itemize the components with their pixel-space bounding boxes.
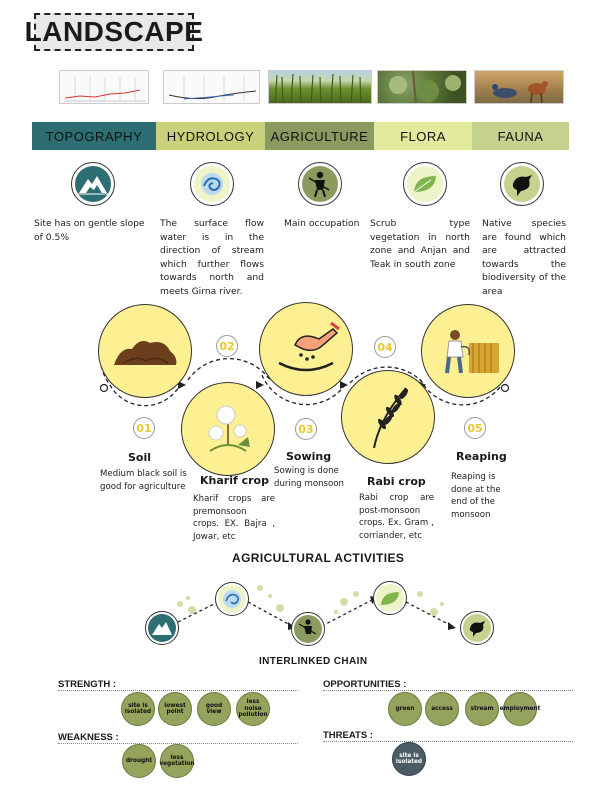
strength-item: less noise pollution: [236, 692, 270, 726]
step-rabi-circle: [341, 370, 435, 464]
threat-item: site is isolated: [392, 742, 426, 776]
weakness-item: less vegetation: [160, 744, 194, 778]
step-title-rabi: Rabi crop: [367, 475, 426, 488]
tab-flora-label: FLORA: [400, 128, 446, 144]
bird-icon: [500, 162, 544, 206]
step-text-kharif: Kharif crops are premonsoon crops. EX. Bajra , Jowar, etc: [193, 494, 275, 542]
strength-item: lowest point: [158, 692, 192, 726]
step-number-05: 05: [464, 417, 486, 439]
step-text-reaping: Reaping is done at the end of the monsoon: [451, 472, 501, 520]
tab-fauna: [472, 122, 569, 150]
strength-heading: STRENGTH :: [58, 679, 117, 690]
chain-mountain-icon: [145, 611, 179, 645]
chain-bird-icon: [460, 611, 494, 645]
step-number-01: 01: [133, 417, 155, 439]
farmer-icon: [298, 162, 342, 206]
water-swirl-icon: [190, 162, 234, 206]
opportunity-item: stream: [465, 692, 499, 726]
sowing-hand-icon: [271, 319, 341, 379]
step-text-sowing: Sowing is done during monsoon: [274, 466, 344, 489]
slope-section-diagram-1: [59, 70, 149, 104]
page-title: LANDSCAPE: [34, 13, 194, 51]
weakness-item: drought: [122, 744, 156, 778]
fauna-description: Native species are found which are attracted towards the biodiversity of the area: [482, 218, 566, 297]
tab-agriculture-label: AGRICULTURE: [270, 128, 369, 144]
flora-description: Scrub type vegetation in north zone and Anjan and Teak in south zone: [370, 218, 470, 270]
step-number-02: 02: [216, 335, 238, 357]
soil-icon: [110, 333, 180, 369]
scrub-vegetation-photo: [377, 70, 467, 104]
step-kharif-circle: [181, 382, 275, 476]
step-sowing-circle: [259, 302, 353, 396]
chain-farmer-icon: [291, 612, 325, 646]
section-graph-icon: [164, 71, 260, 104]
slope-graph-icon: [60, 71, 149, 104]
opportunities-divider: [323, 690, 573, 691]
topography-description: Site has on gentle slope of 0.5%: [34, 218, 145, 243]
step-reaping-circle: [421, 304, 515, 398]
agri-activities-title: AGRICULTURAL ACTIVITIES: [232, 551, 405, 565]
step-soil-circle: [98, 304, 192, 398]
step-number-03: 03: [295, 418, 317, 440]
slope-section-diagram-2: [163, 70, 260, 104]
opportunity-item: employment: [503, 692, 537, 726]
step-text-rabi: Rabi crop are post-monsoon crops. Ex. Gram , corriander, etc: [359, 493, 434, 541]
tab-topography-label: TOPOGRAPHY: [45, 128, 143, 144]
agriculture-description: Main occupation: [284, 218, 360, 229]
threats-heading: THREATS :: [323, 730, 373, 741]
step-title-kharif: Kharif crop: [200, 474, 269, 487]
chain-water-icon: [215, 582, 249, 616]
tab-flora: [374, 122, 472, 150]
tab-hydrology: [156, 122, 265, 150]
chain-leaf-icon: [373, 581, 407, 615]
tab-hydrology-label: HYDROLOGY: [166, 128, 255, 144]
strength-divider: [58, 690, 298, 691]
fauna-peacock-photo: [474, 70, 564, 104]
sugarcane-field-photo: [268, 70, 372, 104]
reaping-icon: [435, 323, 501, 379]
mountain-icon: [71, 162, 115, 206]
tab-topography: [32, 122, 156, 150]
opportunity-item: green: [388, 692, 422, 726]
step-title-soil: Soil: [128, 451, 152, 464]
interlinked-chain-title: INTERLINKED CHAIN: [259, 656, 368, 667]
threats-divider: [323, 741, 573, 742]
wheat-icon: [358, 382, 418, 452]
strength-item: site is isolated: [121, 692, 155, 726]
cotton-icon: [198, 399, 258, 459]
step-title-sowing: Sowing: [286, 450, 332, 463]
step-number-04: 04: [374, 336, 396, 358]
opportunities-heading: OPPORTUNITIES :: [323, 679, 407, 690]
tab-fauna-label: FAUNA: [497, 128, 544, 144]
leaf-icon: [403, 162, 447, 206]
tab-agriculture: [265, 122, 374, 150]
hydrology-description: The surface flow water is in the direction of stream which further flows towards north and meets Girna river.: [160, 218, 264, 297]
step-text-soil: Medium black soil is good for agriculture: [100, 469, 187, 492]
strength-item: good view: [197, 692, 231, 726]
step-title-reaping: Reaping: [456, 450, 507, 463]
weakness-heading: WEAKNESS :: [58, 732, 119, 743]
opportunity-item: access: [425, 692, 459, 726]
